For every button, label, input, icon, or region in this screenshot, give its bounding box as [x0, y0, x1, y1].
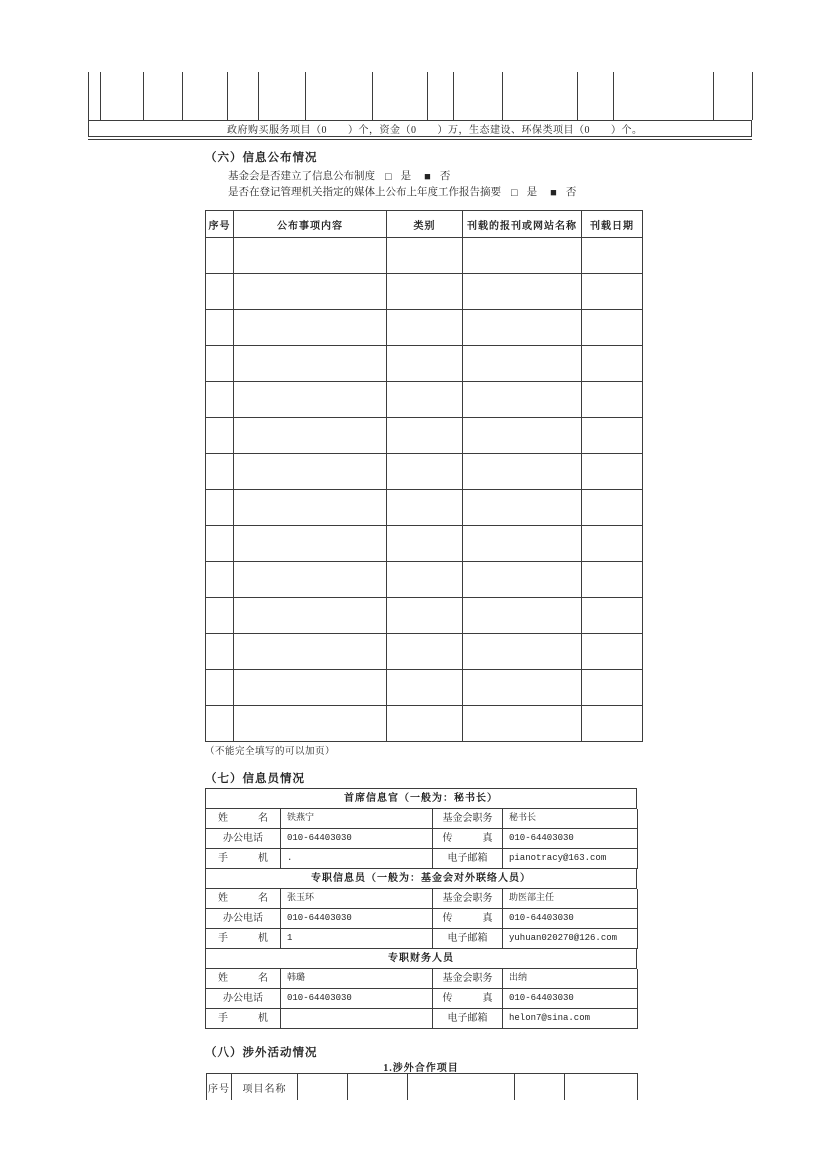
table-cell: [234, 706, 387, 742]
table-row: [206, 634, 643, 670]
table-row: [206, 238, 643, 274]
checkbox-no-filled-icon: ■: [424, 171, 431, 183]
table-cell: [234, 562, 387, 598]
table-cell: [206, 562, 234, 598]
column-header: 刊载的报刊或网站名称: [463, 211, 582, 238]
top-table-summary-row: [88, 121, 752, 137]
info-row: [206, 909, 637, 929]
field-value: 1: [281, 929, 433, 949]
table-cell: [144, 72, 183, 120]
table-cell: [206, 598, 234, 634]
table-row: [206, 598, 643, 634]
question-line-2: [228, 185, 576, 201]
table-row: [206, 490, 643, 526]
checkbox-yes-icon: □: [511, 187, 518, 199]
table-cell: [234, 670, 387, 706]
table-cell: [408, 1074, 515, 1100]
table-outer-border: [88, 137, 752, 140]
disclosure-questions: [228, 169, 576, 201]
yes-label: 是: [526, 187, 538, 198]
table-cell: [463, 382, 582, 418]
column-header: 刊载日期: [582, 211, 643, 238]
table-cell: [206, 526, 234, 562]
table-cell: [206, 418, 234, 454]
question-line-1: [228, 169, 576, 185]
table-cell: [582, 526, 643, 562]
table-cell: [463, 562, 582, 598]
column-header: 类别: [387, 211, 463, 238]
table-cell: [298, 1074, 348, 1100]
table-cell: [387, 310, 463, 346]
table-cell: [234, 490, 387, 526]
field-value: 010-64403030: [503, 989, 638, 1009]
field-value: 010-64403030: [281, 909, 433, 929]
info-block-header: 首席信息官（一般为：秘书长）: [206, 789, 637, 809]
government-purchase-summary: 政府购买服务项目（0 ）个，资金（0 ）万，生态建设、环保类项目（0 ）个。: [227, 125, 643, 136]
table-cell: [387, 670, 463, 706]
field-label: 传 真: [433, 829, 503, 849]
table-cell: [387, 706, 463, 742]
table-cell: [387, 238, 463, 274]
table-cell: [463, 346, 582, 382]
field-value: 010-64403030: [281, 989, 433, 1009]
info-row: [206, 929, 637, 949]
field-label: 办公电话: [206, 909, 281, 929]
column-header: 序号: [206, 211, 234, 238]
table-cell: [463, 490, 582, 526]
table-cell: [582, 490, 643, 526]
top-partial-table: [88, 72, 752, 140]
table-cell: [206, 310, 234, 346]
table-row: [206, 562, 643, 598]
table-cell: [463, 706, 582, 742]
table-cell: [234, 526, 387, 562]
table-cell: [234, 346, 387, 382]
table-cell: [234, 418, 387, 454]
table-cell: [428, 72, 454, 120]
table-row: [206, 418, 643, 454]
section6-title: （六）信息公布情况: [205, 152, 318, 164]
table-cell: [234, 454, 387, 490]
table-cell: [234, 634, 387, 670]
table-cell: [503, 72, 578, 120]
table-cell: [206, 634, 234, 670]
field-label: 传 真: [433, 909, 503, 929]
table-row: [206, 670, 643, 706]
table-cell: [387, 454, 463, 490]
yes-label: 是: [400, 171, 412, 182]
section8-title: （八）涉外活动情况: [205, 1047, 318, 1059]
table-cell: [234, 382, 387, 418]
table-cell: [582, 706, 643, 742]
field-label: 基金会职务: [433, 969, 503, 989]
table-cell: [387, 562, 463, 598]
table-cell: [463, 310, 582, 346]
foreign-projects-table: [206, 1073, 638, 1100]
field-label: 姓 名: [206, 809, 281, 829]
table-cell: [183, 72, 228, 120]
table-row: [206, 382, 643, 418]
field-value: 出纳: [503, 969, 638, 989]
info-row: [206, 989, 637, 1009]
field-value: 010-64403030: [503, 829, 638, 849]
checkbox-yes-icon: □: [385, 171, 392, 183]
question-text: 基金会是否建立了信息公布制度: [228, 171, 375, 182]
field-value: 韩璐: [281, 969, 433, 989]
table-cell: [565, 1074, 638, 1100]
no-label: 否: [439, 171, 451, 182]
table-cell: [582, 310, 643, 346]
column-header: 公布事项内容: [234, 211, 387, 238]
field-value: pianotracy@163.com: [503, 849, 638, 869]
add-page-note: （不能完全填写的可以加页）: [205, 747, 336, 757]
field-label: 基金会职务: [433, 809, 503, 829]
no-label: 否: [565, 187, 577, 198]
field-label: 办公电话: [206, 829, 281, 849]
table-row: [206, 310, 643, 346]
table-header-row: [206, 211, 643, 238]
field-value: 010-64403030: [503, 909, 638, 929]
table-cell: [228, 72, 259, 120]
table-row: [206, 526, 643, 562]
table-cell: [463, 454, 582, 490]
table-cell: [582, 598, 643, 634]
table-cell: [463, 598, 582, 634]
table-cell: [578, 72, 614, 120]
column-header: 序号: [207, 1074, 232, 1100]
field-label: 办公电话: [206, 989, 281, 1009]
table-cell: [387, 418, 463, 454]
table-cell: [387, 346, 463, 382]
table-cell: [234, 310, 387, 346]
info-row: [206, 969, 637, 989]
field-label: 电子邮箱: [433, 849, 503, 869]
table-cell: [582, 238, 643, 274]
field-label: 电子邮箱: [433, 929, 503, 949]
table-cell: [463, 634, 582, 670]
disclosure-table: [205, 210, 643, 742]
table-cell: [582, 274, 643, 310]
field-value: .: [281, 849, 433, 869]
column-header: 项目名称: [232, 1074, 298, 1100]
table-cell: [206, 454, 234, 490]
table-cell: [206, 346, 234, 382]
table-cell: [463, 238, 582, 274]
info-officer-table: [205, 788, 637, 1029]
table-cell: [348, 1074, 408, 1100]
field-value: 秘书长: [503, 809, 638, 829]
table-cell: [515, 1074, 565, 1100]
field-value: 张玉环: [281, 889, 433, 909]
table-cell: [206, 238, 234, 274]
question-text: 是否在登记管理机关指定的媒体上公布上年度工作报告摘要: [228, 187, 501, 198]
field-label: 手 机: [206, 1009, 281, 1029]
table-row: [206, 274, 643, 310]
table-cell: [387, 490, 463, 526]
table-cell: [582, 346, 643, 382]
table-cell: [306, 72, 373, 120]
field-value: [281, 1009, 433, 1029]
table-cell: [714, 72, 753, 120]
field-label: 姓 名: [206, 889, 281, 909]
checkbox-no-filled-icon: ■: [550, 187, 557, 199]
table-cell: [387, 634, 463, 670]
table-cell: [101, 72, 144, 120]
info-row: [206, 1009, 637, 1029]
table-cell: [234, 274, 387, 310]
table-cell: [234, 238, 387, 274]
table-cell: [89, 72, 101, 120]
table-row: [206, 346, 643, 382]
table-cell: [582, 670, 643, 706]
field-label: 手 机: [206, 929, 281, 949]
field-label: 传 真: [433, 989, 503, 1009]
table-cell: [387, 274, 463, 310]
table-cell: [454, 72, 503, 120]
section7-title: （七）信息员情况: [205, 773, 305, 785]
info-row: [206, 809, 637, 829]
field-value: 助医部主任: [503, 889, 638, 909]
table-cell: [463, 670, 582, 706]
table-cell: [463, 526, 582, 562]
table-cell: [206, 382, 234, 418]
table-cell: [614, 72, 714, 120]
table-cell: [234, 598, 387, 634]
table-cell: [463, 274, 582, 310]
field-value: yuhuan020270@126.com: [503, 929, 638, 949]
table-row: [206, 706, 643, 742]
table-cell: [582, 382, 643, 418]
info-block-header: 专职财务人员: [206, 949, 637, 969]
table-cell: [206, 490, 234, 526]
info-block-header: 专职信息员（一般为：基金会对外联络人员）: [206, 869, 637, 889]
table-cell: [387, 526, 463, 562]
field-label: 手 机: [206, 849, 281, 869]
field-label: 姓 名: [206, 969, 281, 989]
field-value: 铁燕宁: [281, 809, 433, 829]
table-row: [206, 454, 643, 490]
table-cell: [206, 670, 234, 706]
table-cell: [387, 382, 463, 418]
table-cell: [582, 562, 643, 598]
table-cell: [373, 72, 428, 120]
table-cell: [206, 706, 234, 742]
field-value: 010-64403030: [281, 829, 433, 849]
table-cell: [387, 598, 463, 634]
info-row: [206, 889, 637, 909]
table-cell: [259, 72, 306, 120]
field-value: helon7@sina.com: [503, 1009, 638, 1029]
field-label: 电子邮箱: [433, 1009, 503, 1029]
table-cell: [582, 454, 643, 490]
table-cell: [582, 418, 643, 454]
field-label: 基金会职务: [433, 889, 503, 909]
table-cell: [463, 418, 582, 454]
foreign-projects-subtitle: 1.涉外合作项目: [383, 1063, 459, 1074]
info-row: [206, 849, 637, 869]
info-row: [206, 829, 637, 849]
table-cell: [582, 634, 643, 670]
table-cell: [206, 274, 234, 310]
top-table-grid: [88, 72, 752, 121]
